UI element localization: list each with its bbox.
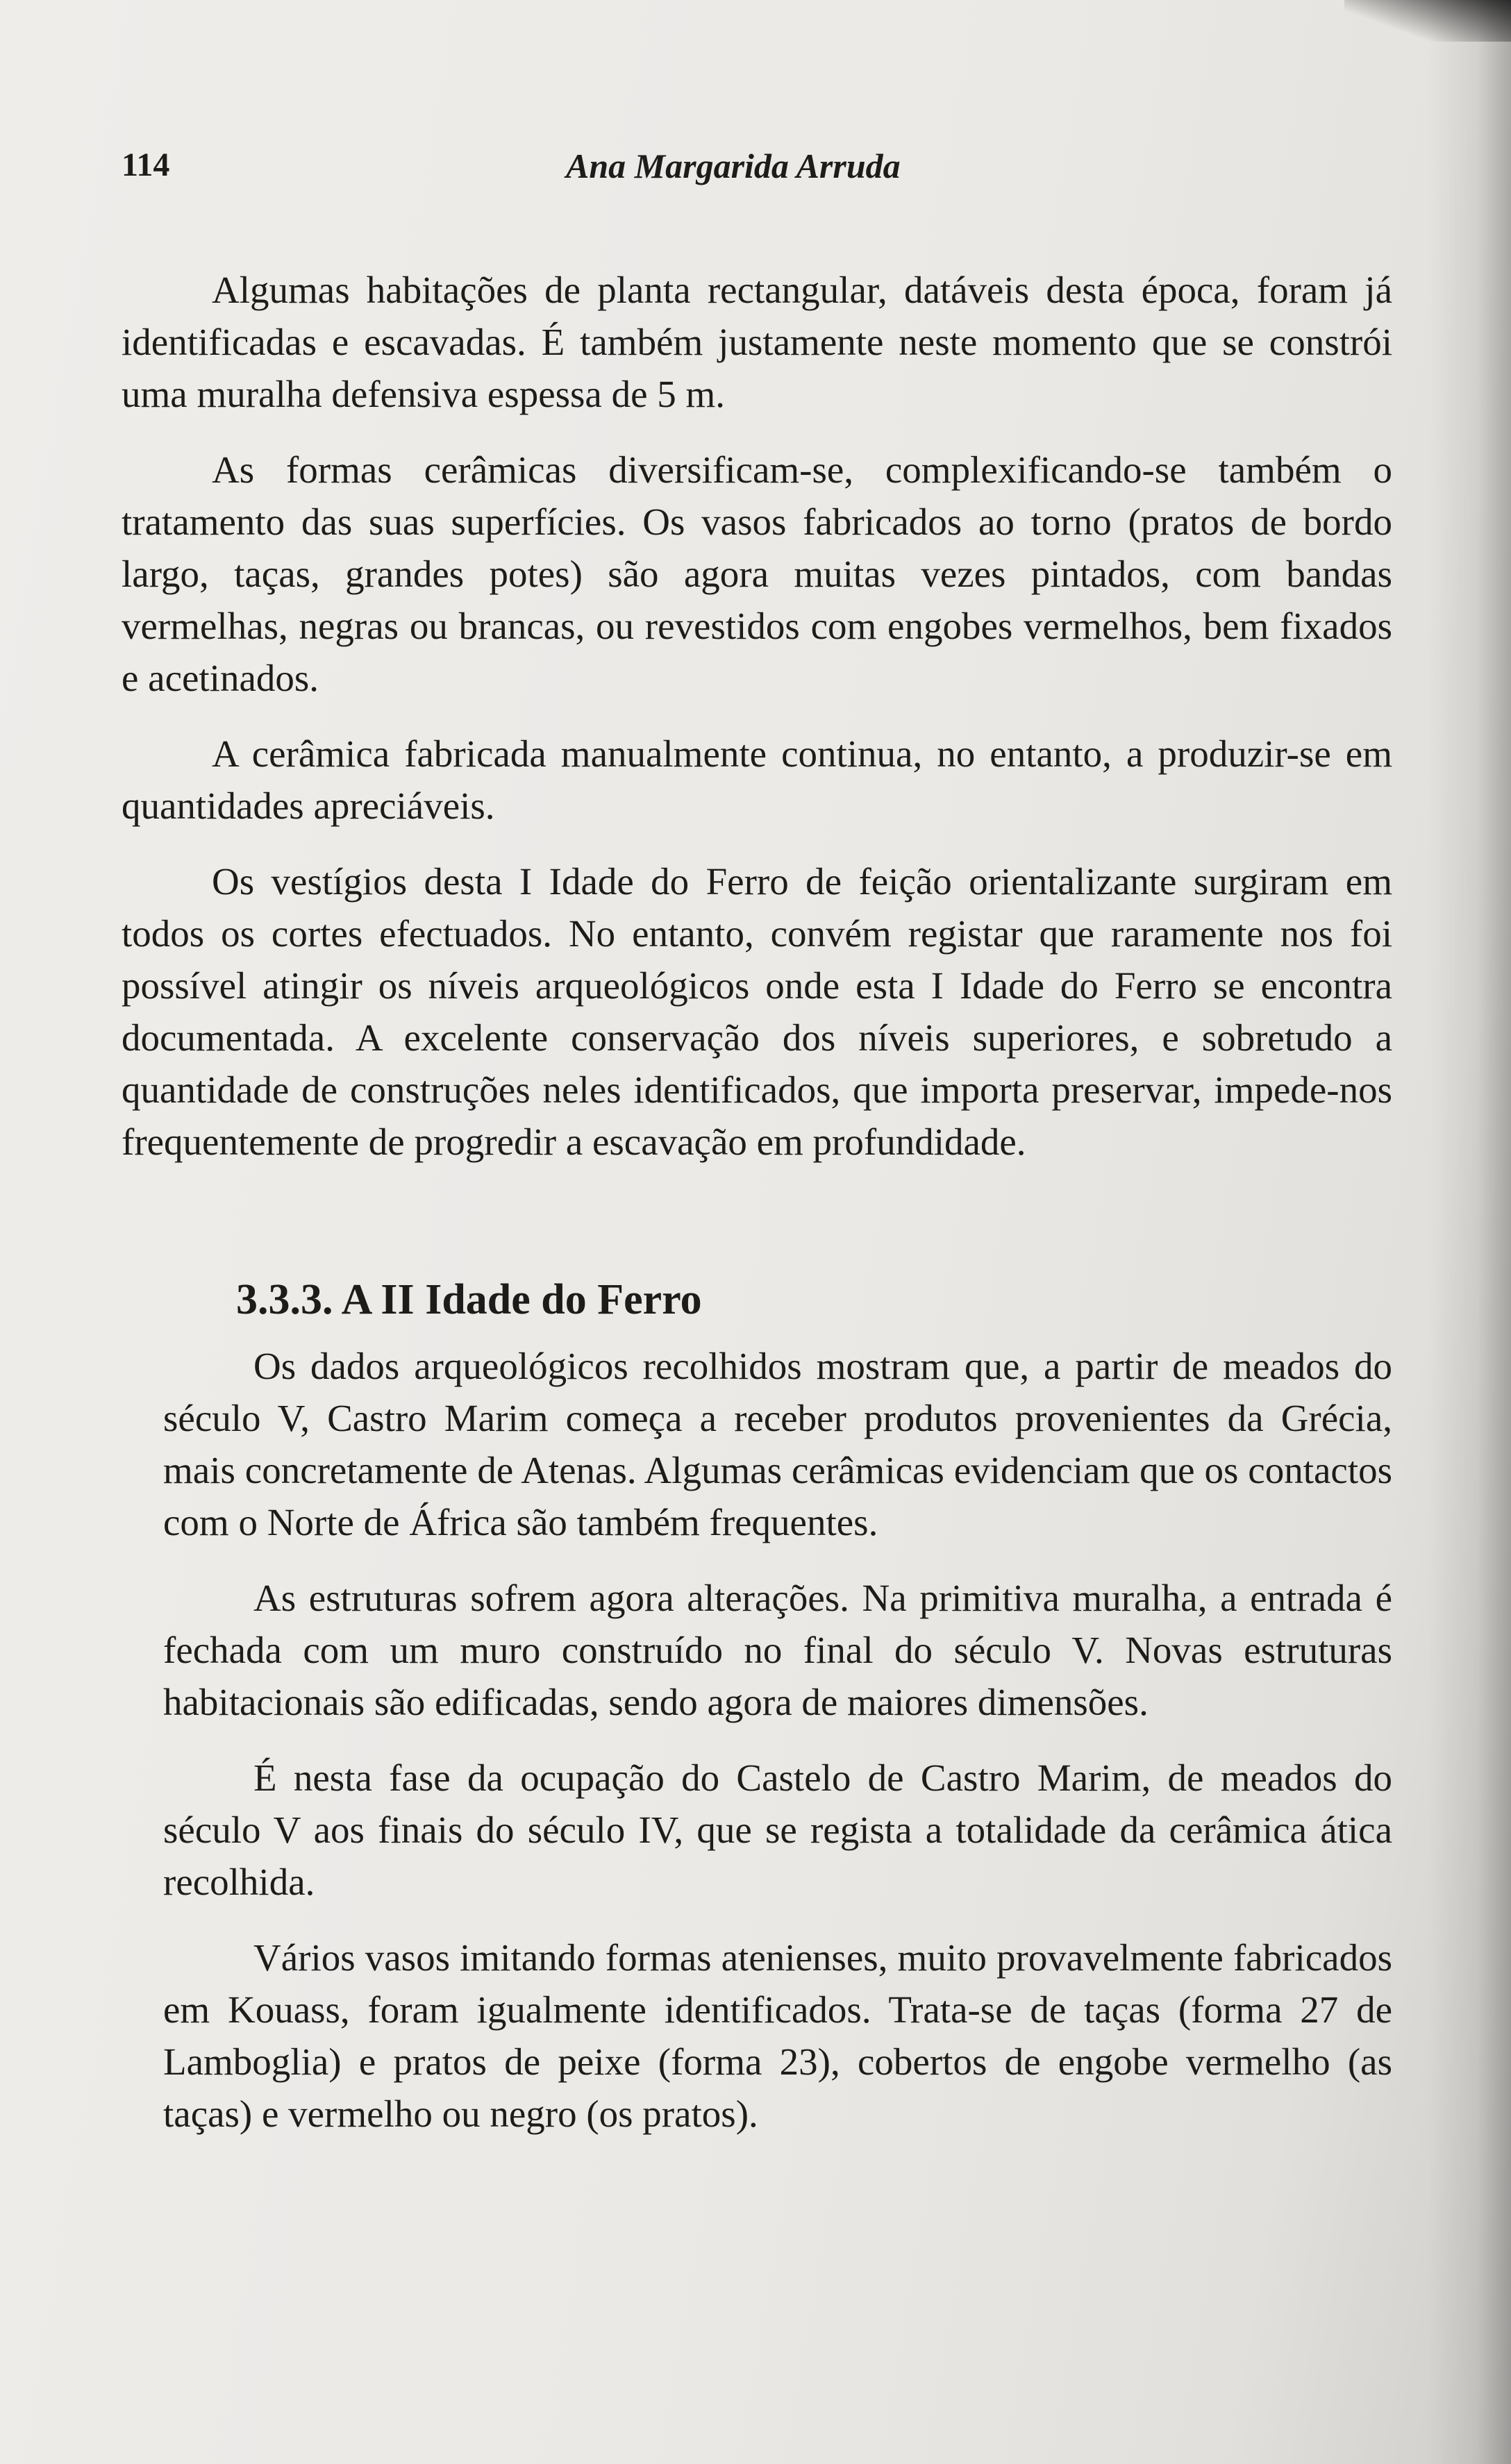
paragraph-1: Algumas habitações de planta rectangular, datáveis desta época, foram já identificadas e escavadas. É também justamente neste momento que se constrói uma muralha defensiva espessa de 5 m.	[122, 269, 1392, 415]
section-paragraph-1: Os dados arqueológicos recolhidos mostram que, a partir de meados do século V, Castro Marim começa a receber produtos provenientes da Grécia, mais concretamente de Atenas. Algumas cerâmicas evidenciam que os contactos com o Norte de África são também frequentes.	[163, 1345, 1392, 1543]
section-paragraph-4: Vários vasos imitando formas atenienses, muito provavelmente fabricados em Kouass, foram igualmente identificados. Trata-se de taças (forma 27 de Lamboglia) e pratos de peixe (forma 23), cobertos de engobe vermelho (as taças) e vermelho ou negro (os pratos).	[163, 1936, 1392, 2135]
page-number: 114	[122, 146, 170, 183]
section-heading: 3.3.3. A II Idade do Ferro	[236, 1276, 702, 1323]
paragraph-3: A cerâmica fabricada manualmente continua, no entanto, a produzir-se em quantidades apreciáveis.	[122, 732, 1392, 827]
section-ii-idade-do-ferro	[122, 1272, 1392, 2140]
running-head: Ana Margarida Arruda	[566, 146, 901, 185]
section-paragraph-3: É nesta fase da ocupação do Castelo de Castro Marim, de meados do século V aos finais do século IV, que se regista a totalidade da cerâmica ática recolhida.	[163, 1757, 1392, 1903]
paragraph-4: Os vestígios desta I Idade do Ferro de feição orientalizante surgiram em todos os cortes efectuados. No entanto, convém registar que raramente nos foi possível atingir os níveis arqueológicos onde esta I Idade do Ferro se encontra documentada. A excelente conservação dos níveis superiores, e sobretudo a quantidade de construções neles identificados, que importa preservar, impede-nos frequentemente de progredir a escavação em profundidade.	[122, 860, 1392, 1163]
page-content	[122, 132, 1392, 2163]
page-header	[122, 132, 1392, 187]
paragraph-2: As formas cerâmicas diversificam-se, complexificando-se também o tratamento das suas superfícies. Os vasos fabricados ao torno (pratos de bordo largo, taças, grandes potes) são agora muitas vezes pintados, com bandas vermelhas, negras ou brancas, ou revestidos com engobes vermelhos, bem fixados e acetinados.	[122, 449, 1392, 699]
page-corner-shadow	[1344, 0, 1511, 42]
page-edge-shadow	[1428, 0, 1511, 2464]
section-paragraph-2: As estruturas sofrem agora alterações. Na primitiva muralha, a entrada é fechada com um muro construído no final do século V. Novas estruturas habitacionais são edificadas, sendo agora de maiores dimensões.	[163, 1577, 1392, 1723]
